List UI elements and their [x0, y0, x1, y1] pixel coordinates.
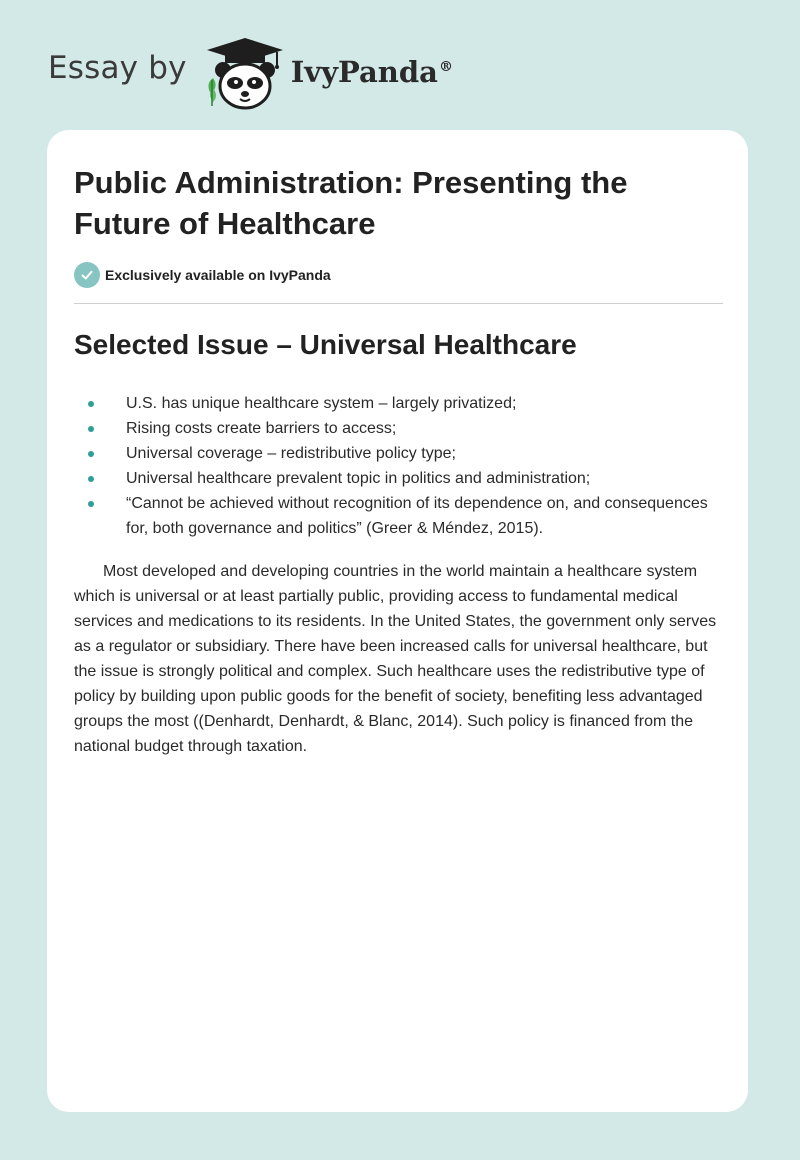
page-title: Public Administration: Presenting the Future of Healthcare	[74, 165, 628, 241]
list-item-text: U.S. has unique healthcare system – largely privatized;	[126, 395, 517, 412]
bullet-dot-icon	[88, 451, 94, 457]
site-header-brand[interactable]	[48, 34, 453, 114]
list-item	[74, 441, 723, 466]
exclusive-badge	[74, 262, 723, 288]
bullet-dot-icon	[88, 426, 94, 432]
list-item	[74, 466, 723, 491]
divider	[74, 303, 723, 304]
list-item-text: Universal coverage – redistributive policy type;	[126, 445, 456, 462]
essay-card	[47, 130, 748, 1112]
list-item-text: Universal healthcare prevalent topic in politics and administration;	[126, 470, 591, 487]
list-item	[74, 491, 723, 541]
bullet-dot-icon	[88, 501, 94, 507]
body-paragraph: Most developed and developing countries in the world maintain a healthcare system which is universal or at least partially public, providing access to fundamental medical services and medications to its residents. In the United States, the government only serves as a regulator or subsidiary. There have been increased calls for universal healthcare, but the issue is strongly political and complex. Such healthcare uses the redistributive type of policy by building upon public goods for the benefit of society, benefiting less advantaged groups the most ((Denhardt, Denhardt, & Blanc, 2014). Such policy is financed from the national budget through taxation.	[74, 563, 717, 755]
exclusive-label: Exclusively available on IvyPanda	[105, 267, 331, 283]
check-circle-icon	[74, 262, 100, 288]
essay-by-label: Essay by	[48, 50, 187, 86]
bullet-list	[74, 391, 723, 541]
essay-content	[74, 162, 723, 759]
bullet-dot-icon	[88, 401, 94, 407]
bullet-dot-icon	[88, 476, 94, 482]
panda-graduation-cap-icon	[203, 36, 287, 112]
list-item-text: “Cannot be achieved without recognition of its dependence on, and consequences for, both governance and politics” (Greer & Méndez, 2015).	[126, 495, 708, 537]
list-item	[74, 416, 723, 441]
section-heading: Selected Issue – Universal Healthcare	[74, 329, 577, 360]
list-item-text: Rising costs create barriers to access;	[126, 420, 397, 437]
list-item	[74, 391, 723, 416]
brand-name: IvyPanda®	[290, 55, 453, 89]
